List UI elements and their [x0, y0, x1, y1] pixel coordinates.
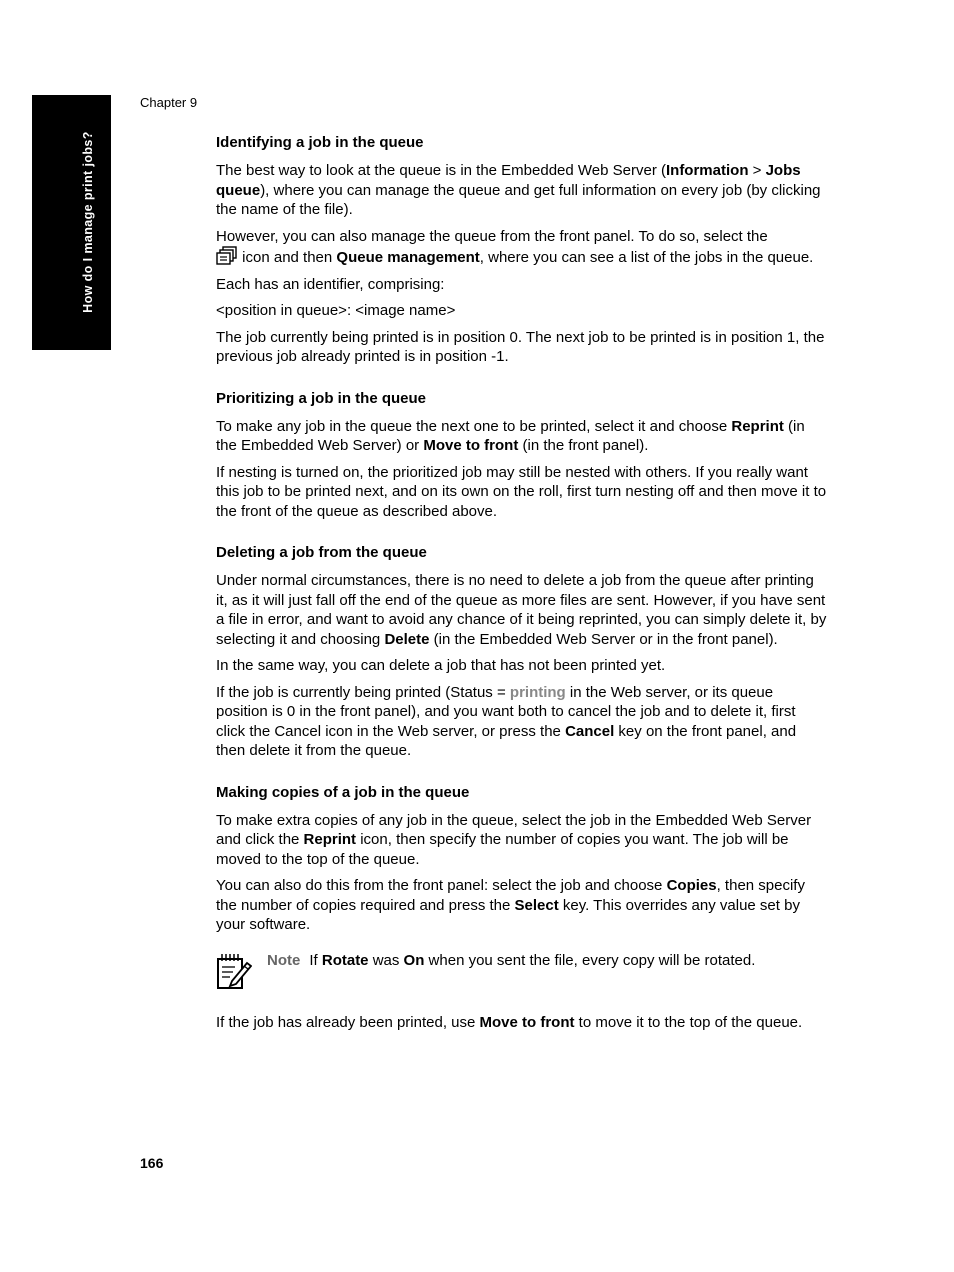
chapter-header: Chapter 9: [140, 95, 198, 110]
text: (in the Embedded Web Server) or: [216, 417, 805, 454]
text: ), where you can manage the queue and get full information on every job (by clicking the name of the file).: [216, 181, 821, 218]
text: To make extra copies of any job in the queue, select the job in the Embedded Web Server and click the: [216, 811, 812, 848]
side-tab-label: How do I manage print jobs?: [81, 131, 95, 313]
paragraph: [216, 683, 828, 761]
paragraph: [216, 417, 828, 456]
note-text: [267, 951, 755, 971]
section-title: Making copies of a job in the queue: [216, 783, 470, 801]
note: [216, 951, 828, 991]
queue-icon: [216, 246, 238, 266]
paragraph: The job currently being printed is in position 0. The next job to be printed is in position 1, the previous job already printed is in position -1.: [216, 328, 825, 365]
section-identify: [216, 133, 828, 367]
bold-text: Information: [665, 162, 749, 179]
text: Under normal circumstances, there is no need to delete a job from the queue after printing it, as it will just fall off the end of the queue as more files are sent. However, if you have sent a file in error, and want to avoid any chance of it being reprinted, you can simply delete it, by selecting it and choosing: [216, 572, 827, 648]
text: >: [748, 162, 766, 179]
section-copies: [216, 783, 828, 1033]
text: key on the front panel, and then delete it from the queue.: [216, 722, 797, 759]
bold-text: Queue management: [336, 249, 480, 266]
bold-text: Delete: [384, 630, 430, 648]
text: If the job is currently being printed (Status =: [216, 683, 510, 701]
bold-text: Reprint: [303, 831, 357, 848]
section-title: Deleting a job from the queue: [216, 544, 427, 561]
text: The best way to look at the queue is in the Embedded Web Server (: [216, 162, 666, 179]
bold-text: Copies: [666, 877, 717, 894]
section-title: Identifying a job in the queue: [216, 134, 424, 151]
section-prioritize: [216, 389, 828, 522]
paragraph: [216, 161, 828, 220]
bold-text: On: [403, 951, 425, 969]
page-content: [216, 133, 828, 1054]
side-tab: [32, 95, 111, 350]
paragraph: <position in queue>: <image name>: [216, 302, 456, 319]
bold-text: Rotate: [321, 951, 369, 969]
paragraph: [216, 876, 828, 935]
text: If the job has already been printed, use: [216, 1013, 480, 1031]
page-number: 166: [140, 1155, 164, 1171]
text: However, you can also manage the queue from the front panel. To do so, select the: [216, 227, 768, 245]
bold-text: Select: [514, 896, 559, 914]
bold-text: Move to front: [479, 1013, 575, 1031]
text: when you sent the file, every copy will be rotated.: [424, 951, 756, 969]
bold-text: Move to front: [423, 437, 519, 454]
text: You can also do this from the front panel: select the job and choose: [216, 877, 667, 894]
text: icon and then: [238, 249, 337, 266]
paragraph: Each has an identifier, comprising:: [216, 275, 445, 293]
text: key. This overrides any value set by your software.: [216, 896, 800, 933]
note-label: Note: [267, 951, 301, 969]
text: , then specify the number of copies required and press the: [216, 877, 805, 914]
paragraph: If nesting is turned on, the prioritized job may still be nested with others. If you really want this job to be printed next, and on its own on the roll, first turn nesting off and then move it to the front of the queue as described above.: [216, 463, 827, 520]
text: If: [309, 951, 322, 969]
paragraph: [216, 811, 828, 870]
text: to move it to the top of the queue.: [574, 1013, 803, 1031]
paragraph: In the same way, you can delete a job that has not been printed yet.: [216, 657, 666, 674]
text: in the Web server, or its queue position is 0 in the front panel), and you want both to cancel the job and to delete it, first click the Cancel icon in the Web server, or press the: [216, 683, 796, 740]
paragraph: [216, 571, 828, 649]
paragraph: [216, 227, 828, 268]
bold-text: Jobs queue: [216, 162, 801, 199]
note-pencil-icon: [216, 951, 252, 991]
text: , where you can see a list of the jobs in the queue.: [479, 249, 814, 266]
bold-text: Cancel: [565, 722, 615, 740]
text: was: [368, 951, 404, 969]
bold-text: Reprint: [731, 417, 784, 435]
status-text: printing: [509, 683, 566, 701]
section-title: Prioritizing a job in the queue: [216, 389, 427, 407]
text: (in the Embedded Web Server or in the front panel).: [429, 630, 778, 648]
text: icon, then specify the number of copies you want. The job will be moved to the top of the queue.: [216, 831, 789, 868]
paragraph: [216, 1013, 828, 1033]
section-delete: [216, 543, 828, 761]
text: (in the front panel).: [518, 437, 649, 454]
text: To make any job in the queue the next one to be printed, select it and choose: [216, 417, 732, 435]
